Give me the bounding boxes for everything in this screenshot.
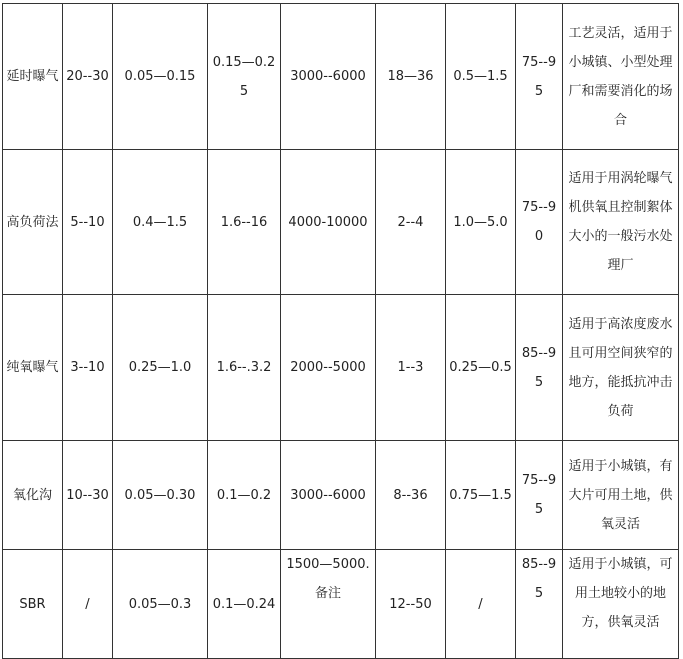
process-name-cell: 氧化沟 [3, 441, 63, 550]
value-cell: 1--3 [376, 295, 446, 441]
value-cell: 8--36 [376, 441, 446, 550]
value-cell: 0.25—0.5 [446, 295, 516, 441]
value-cell: 85--95 [516, 295, 563, 441]
value-cell: 1500—5000.备注 [281, 550, 376, 659]
value-cell: 5--10 [63, 150, 113, 295]
table-row [3, 150, 679, 295]
value-cell: 10--30 [63, 441, 113, 550]
value-cell: 1.0—5.0 [446, 150, 516, 295]
table-row [3, 295, 679, 441]
value-cell: 0.75—1.5 [446, 441, 516, 550]
value-cell: 0.05—0.30 [113, 441, 208, 550]
value-cell: 75--95 [516, 441, 563, 550]
value-cell: 3000--6000 [281, 4, 376, 150]
value-cell: 3000--6000 [281, 441, 376, 550]
remark-cell: 适用于小城镇，可用土地较小的地方，供氧灵活 [563, 550, 679, 659]
table-row [3, 4, 679, 150]
value-cell: / [63, 550, 113, 659]
value-cell: 1.6--.3.2 [208, 295, 281, 441]
value-cell: 2000--5000 [281, 295, 376, 441]
value-cell: 75--95 [516, 4, 563, 150]
value-cell: 0.05—0.3 [113, 550, 208, 659]
process-name-cell: 高负荷法 [3, 150, 63, 295]
value-cell: 0.1—0.24 [208, 550, 281, 659]
process-name-cell: 纯氧曝气 [3, 295, 63, 441]
remark-cell: 适用于小城镇，有大片可用土地，供氧灵活 [563, 441, 679, 550]
value-cell: 0.05—0.15 [113, 4, 208, 150]
value-cell: 0.4—1.5 [113, 150, 208, 295]
value-cell: 75--90 [516, 150, 563, 295]
value-cell: 0.5—1.5 [446, 4, 516, 150]
remark-cell: 适用于用涡轮曝气机供氧且控制絮体大小的一般污水处理厂 [563, 150, 679, 295]
value-cell: 1.6--16 [208, 150, 281, 295]
value-cell: 4000-10000 [281, 150, 376, 295]
remark-cell: 适用于高浓度废水且可用空间狭窄的地方，能抵抗冲击负荷 [563, 295, 679, 441]
remark-cell: 工艺灵活，适用于小城镇、小型处理厂和需要消化的场合 [563, 4, 679, 150]
value-cell: 12--50 [376, 550, 446, 659]
value-cell: 0.15—0.25 [208, 4, 281, 150]
value-cell: 0.25—1.0 [113, 295, 208, 441]
process-parameter-table [2, 3, 679, 659]
table-row [3, 441, 679, 550]
value-cell: 20--30 [63, 4, 113, 150]
value-cell: 85--95 [516, 550, 563, 659]
value-cell: / [446, 550, 516, 659]
value-cell: 18—36 [376, 4, 446, 150]
value-cell: 3--10 [63, 295, 113, 441]
value-cell: 2--4 [376, 150, 446, 295]
table-row [3, 550, 679, 659]
process-name-cell: 延时曝气 [3, 4, 63, 150]
value-cell: 0.1—0.2 [208, 441, 281, 550]
process-name-cell: SBR [3, 550, 63, 659]
